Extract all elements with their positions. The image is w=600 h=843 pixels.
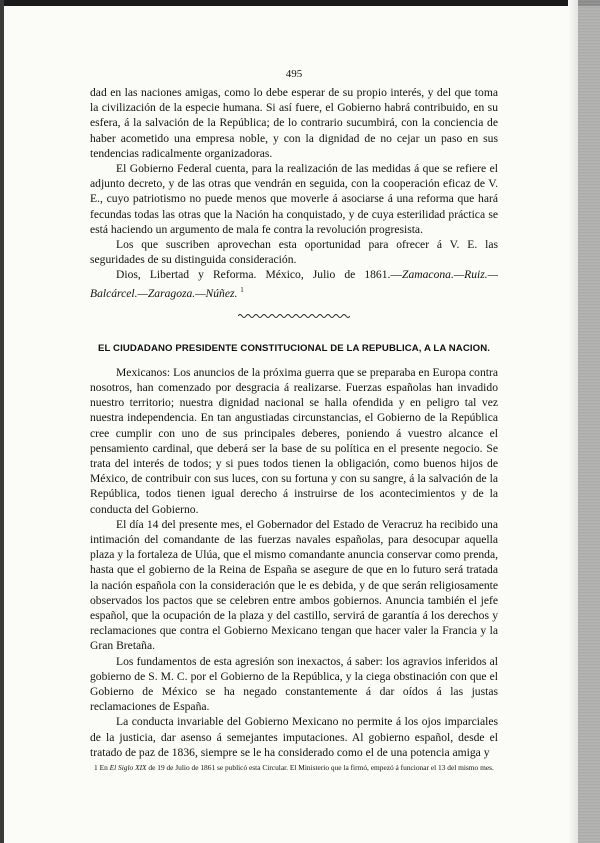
- paragraph: El Gobierno Federal cuenta, para la realización de las medidas á que se refiere el adjunto decreto, y de las otras que vendrán en seguida, con la cooperación eficaz de V. E., cuyo patriotismo no puede menos que moverle á asociarse á una reforma que hará fecundas todas las otras que la Nación ha conquistado, y de cuya esterilidad práctica se está haciendo un argumento de mala fe contra la revolución progresista.: [90, 162, 498, 236]
- paragraph: Los fundamentos de esta agresión son inexactos, á saber: los agravios inferidos al gobierno de S. M. C. por el Gobierno de la República, y la ciega obstinación con que el Gobierno de México se ha negado constantemente á dar oídos á las justas reclamaciones de España.: [90, 654, 498, 714]
- paragraph: La conducta invariable del Gobierno Mexicano no permite á los ojos imparciales de la justicia, dar asenso á semejantes imputaciones. Al gobierno español, desde el tratado de paz de 1836, siempre se le ha considerado como el de una potencia amiga y: [90, 715, 498, 759]
- scan-right-edge: [578, 0, 600, 843]
- footnote-prefix: En: [99, 762, 110, 772]
- wavy-separator: [238, 311, 350, 319]
- closing-text: Dios, Libertad y Reforma. México, Julio de 1861.—: [116, 268, 403, 282]
- paragraph: Los que suscriben aprovechan esta oportunidad para ofrecer á V. E. las seguridades de su distinguida consideración.: [90, 238, 498, 267]
- footnote-number: 1: [94, 762, 98, 772]
- section-heading: EL CIUDADANO PRESIDENTE CONSTITUCIONAL DE LA REPUBLICA, A LA NACION.: [98, 342, 490, 354]
- scan-top-edge: [0, 0, 600, 6]
- footnote-source: El Siglo XIX: [109, 762, 147, 772]
- signatories: Zamacona.—Ruiz.—Balcárcel.—Zaragoza.—Núñez.: [90, 268, 498, 300]
- footnote-text: de 19 de Julio de 1861 se publicó esta Circular. El Ministerio que la firmó, empezó á funcionar el 13 del mismo mes.: [146, 762, 494, 772]
- paragraph: El día 14 del presente mes, el Gobernador del Estado de Veracruz ha recibido una intimación del comandante de las fuerzas navales españolas, para desocupar aquella plaza y la fortaleza de Ulúa, que el mismo comandante anuncia conservar como prenda, hasta que el gobierno de la Reina de España se asegure de que en lo futuro será tratada la nación española con la consideración que le es debida, y de que serán religiosamente observados los pactos que se celebren entre ambos gobiernos. Anuncia también el jefe español, que la ocupación de la plaza y del castillo, servirá de garantía á los derechos y reclamaciones que contra el Gobierno Mexicano tengan que hacer valer la Francia y la Gran Bretaña.: [90, 517, 498, 653]
- page-gutter-shadow: [568, 0, 578, 843]
- page-content: [90, 68, 498, 772]
- paragraph-continuation: dad en las naciones amigas, como lo debe esperar de su propio interés, y del que toma la civilización de la especie humana. Si así fuere, el Gobierno habrá contribuido, en su esfera, á la salvación de la República; de lo contrario sucumbirá, con la conciencia de haber acometido una empresa noble, y con la dignidad de no cejar un paso en sus tendencias radicalmente organizadoras.: [90, 86, 498, 160]
- footnote: [90, 763, 498, 772]
- footnote-reference: 1: [240, 285, 244, 294]
- paragraph: Mexicanos: Los anuncios de la próxima guerra que se preparaba en Europa contra nosotros, han comenzado por desgracia á realizarse. Fuerzas españolas han invadido nuestro territorio; nuestra dignidad nacional se halla ofendida y en peligro tal vez nuestra independencia. En tan angustiadas circunstancias, el Gobierno de la República cree cumplir con uno de sus principales deberes, poniendo á vuestro alcance el pensamiento cardinal, que deberá ser la base de su política en el presente negocio. Se trata del interés de todos; y si pues todos tienen la obligación, como buenos hijos de México, de contribuir con sus luces, con su fortuna y con su sangre, á la salvación de la República, todos tienen igual derecho á instruirse de los acontecimientos y de la conducta del Gobierno.: [90, 365, 498, 516]
- page-number: 495: [285, 68, 303, 80]
- scan-left-edge: [0, 0, 4, 843]
- closing-line: [90, 267, 498, 300]
